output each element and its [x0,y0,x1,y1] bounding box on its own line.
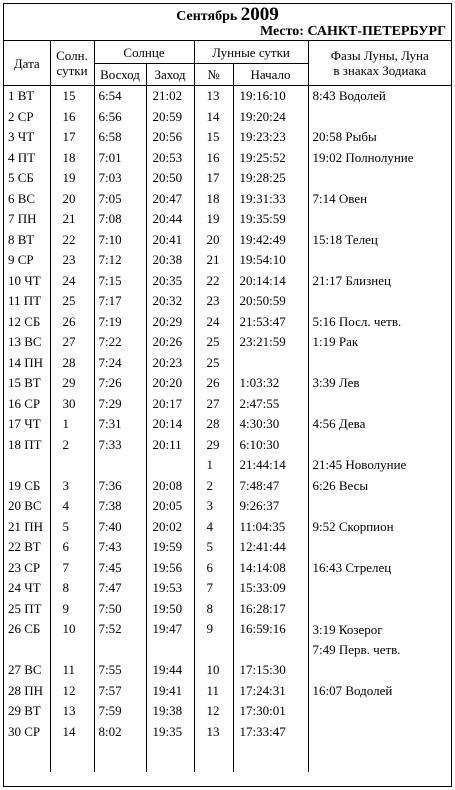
cell-lunar-num: 25 [194,353,233,374]
table-row [4,476,451,497]
cell-date: 21 ПН [8,518,44,534]
cell-sunrise: 7:47 [94,578,146,599]
cell-lunar-start: 23:21:59 [233,332,308,353]
cell-sunset: 20:41 [146,230,194,251]
cell-lunar-start: 19:35:59 [233,209,308,230]
cell-solar-day: 28 [50,353,94,374]
cell-lunar-num: 20 [194,230,233,251]
cell-date: 10 ЧТ [8,272,41,288]
cell-lunar-start: 17:33:47 [233,722,308,743]
cell-lunar-num: 18 [194,189,233,210]
cell-date: 2 СР [8,108,34,124]
cell-lunar-num: 2 [194,476,233,497]
cell-phase: 21:17 Близнец [308,271,451,292]
cell-phase: 1:19 Рак [308,332,451,353]
cell-sunrise: 7:17 [94,291,146,312]
cell-lunar-num: 13 [194,722,233,743]
cell-sunrise: 7:22 [94,332,146,353]
cell-sunrise: 6:56 [94,107,146,128]
table-row [4,517,451,538]
table-row [4,373,451,394]
cell-sunset: 20:32 [146,291,194,312]
cell-lunar-num: 22 [194,271,233,292]
cell-solar-day: 4 [50,496,94,517]
table-row [4,168,451,189]
cell-lunar-num: 14 [194,107,233,128]
cell-solar-day [50,455,94,476]
cell-phase: 9:52 Скорпион [308,517,451,538]
cell-solar-day: 8 [50,578,94,599]
cell-sunrise: 7:40 [94,517,146,538]
cell-date: 19 СБ [8,477,41,493]
cell-lunar-num: 25 [194,332,233,353]
cell-lunar-num: 3 [194,496,233,517]
cell-date: 20 ВС [8,498,42,514]
cell-solar-day: 21 [50,209,94,230]
page-title [4,4,451,25]
table-row [4,455,451,476]
title-block [4,4,451,41]
cell-solar-day: 25 [50,291,94,312]
cell-solar-day: 7 [50,558,94,579]
cell-solar-day: 2 [50,435,94,456]
location-value: САНКТ-ПЕТЕРБУРГ [307,24,446,39]
cell-date: 1 ВТ [8,88,35,104]
cell-lunar-start: 19:23:23 [233,127,308,148]
cell-date: 13 ВС [8,334,42,350]
table-row [4,86,451,107]
cell-lunar-num: 5 [194,537,233,558]
cell-empty [233,742,308,772]
cell-sunrise: 7:45 [94,558,146,579]
cell-phase [308,537,451,558]
table-row [4,353,451,374]
calendar-sheet [3,3,452,787]
cell-solar-day: 3 [50,476,94,497]
cell-sunrise: 7:50 [94,599,146,620]
cell-date: 5 СБ [8,170,34,186]
cell-sunrise [94,455,146,476]
cell-lunar-start: 9:26:37 [233,496,308,517]
cell-phase: 8:43 Водолей [308,86,451,107]
cell-date: 24 ЧТ [8,580,41,596]
cell-lunar-start: 17:15:30 [233,660,308,681]
cell-phase [308,578,451,599]
cell-empty [94,742,146,772]
cell-lunar-start: 20:50:59 [233,291,308,312]
cell-phase: 5:16 Посл. четв. [308,312,451,333]
calendar-table [4,41,451,772]
cell-solar-day: 14 [50,722,94,743]
cell-sunset: 19:53 [146,578,194,599]
cell-empty [50,742,94,772]
table-row [4,312,451,333]
cell-date [4,455,50,476]
cell-phase: 6:26 Весы [308,476,451,497]
cell-phase: 20:58 Рыбы [308,127,451,148]
cell-lunar-num: 8 [194,599,233,620]
cell-empty [308,742,451,772]
cell-solar-day: 27 [50,332,94,353]
cell-lunar-start: 19:54:10 [233,250,308,271]
cell-lunar-start: 19:28:25 [233,168,308,189]
cell-solar-day: 17 [50,127,94,148]
cell-solar-day: 18 [50,148,94,169]
cell-sunrise: 6:54 [94,86,146,107]
month-label: Сентябрь [176,9,238,24]
cell-lunar-start: 11:04:35 [233,517,308,538]
cell-phase [308,250,451,271]
cell-sunrise: 7:59 [94,701,146,722]
cell-solar-day: 29 [50,373,94,394]
cell-solar-day: 30 [50,394,94,415]
cell-date: 3 ЧТ [8,129,35,145]
cell-phase: 7:14 Овен [308,189,451,210]
col-solar-day-line1: Солн. [56,48,88,63]
cell-lunar-num: 17 [194,168,233,189]
cell-sunset [146,455,194,476]
cell-lunar-start: 19:42:49 [233,230,308,251]
cell-sunset: 20:50 [146,168,194,189]
cell-date: 22 ВТ [8,539,41,555]
cell-sunset: 19:47 [146,619,194,660]
cell-sunrise: 7:19 [94,312,146,333]
cell-phase [308,209,451,230]
cell-sunset: 20:35 [146,271,194,292]
cell-date: 17 ЧТ [8,416,41,432]
cell-date: 29 ВТ [8,703,41,719]
cell-date: 18 ПТ [8,436,42,452]
col-phases-line2: в знаках Зодиака [333,63,427,78]
cell-date: 16 СР [8,395,41,411]
cell-lunar-start: 19:31:33 [233,189,308,210]
cell-phase: 4:56 Дева [308,414,451,435]
cell-lunar-start: 12:41:44 [233,537,308,558]
cell-solar-day: 26 [50,312,94,333]
cell-lunar-start: 17:30:01 [233,701,308,722]
cell-lunar-start: 19:20:24 [233,107,308,128]
col-phases-line1: Фазы Луны, Луна [330,48,429,63]
cell-phase: 15:18 Телец [308,230,451,251]
cell-sunset: 20:59 [146,107,194,128]
cell-lunar-num: 23 [194,291,233,312]
table-row [4,291,451,312]
cell-lunar-start: 2:47:55 [233,394,308,415]
cell-lunar-start: 1:03:32 [233,373,308,394]
cell-empty [194,742,233,772]
cell-phase [308,107,451,128]
cell-sunrise: 7:52 [94,619,146,660]
cell-sunrise: 7:57 [94,681,146,702]
table-row [4,619,451,660]
cell-sunrise: 6:58 [94,127,146,148]
cell-lunar-start: 14:14:08 [233,558,308,579]
table-row [4,394,451,415]
cell-phase [308,435,451,456]
phase-line-2: 7:49 Перв. четв. [312,641,401,657]
cell-solar-day: 9 [50,599,94,620]
cell-phase [308,619,451,660]
cell-empty [4,742,50,772]
cell-sunset: 20:56 [146,127,194,148]
cell-lunar-num: 6 [194,558,233,579]
cell-lunar-start: 15:33:09 [233,578,308,599]
cell-lunar-start: 4:30:30 [233,414,308,435]
col-solar-day-line2: сутки [56,63,88,78]
cell-lunar-start: 16:59:16 [233,619,308,660]
cell-lunar-num: 19 [194,209,233,230]
cell-sunrise: 7:08 [94,209,146,230]
cell-sunset: 20:29 [146,312,194,333]
cell-phase [308,394,451,415]
cell-empty [146,742,194,772]
cell-solar-day: 20 [50,189,94,210]
cell-sunset: 21:02 [146,86,194,107]
cell-phase: 16:43 Стрелец [308,558,451,579]
cell-lunar-num: 24 [194,312,233,333]
cell-date: 23 СР [8,559,41,575]
cell-lunar-num: 27 [194,394,233,415]
cell-solar-day: 19 [50,168,94,189]
phase-line-1: 3:19 Козерог [312,621,383,637]
cell-phase: 19:02 Полнолуние [308,148,451,169]
cell-phase [308,291,451,312]
cell-lunar-num: 12 [194,701,233,722]
cell-sunrise: 7:01 [94,148,146,169]
cell-sunset: 20:26 [146,332,194,353]
cell-solar-day: 15 [50,86,94,107]
cell-solar-day: 1 [50,414,94,435]
cell-sunset: 20:02 [146,517,194,538]
cell-lunar-num: 10 [194,660,233,681]
cell-sunset: 20:11 [146,435,194,456]
cell-phase [308,722,451,743]
cell-phase [308,353,451,374]
cell-phase [308,701,451,722]
cell-lunar-num: 1 [194,455,233,476]
cell-sunset: 19:59 [146,537,194,558]
cell-lunar-start: 16:28:17 [233,599,308,620]
cell-solar-day: 13 [50,701,94,722]
cell-sunrise: 7:31 [94,414,146,435]
cell-date: 26 СБ [8,621,41,636]
col-lunar-header: Лунные сутки [194,41,308,64]
cell-lunar-num: 28 [194,414,233,435]
table-row [4,558,451,579]
table-row [4,578,451,599]
location-line [260,24,446,40]
cell-date: 30 СР [8,723,41,739]
cell-sunset: 20:23 [146,353,194,374]
cell-sunset: 20:38 [146,250,194,271]
cell-solar-day: 16 [50,107,94,128]
col-lunar-start-header: Начало [233,64,308,86]
cell-lunar-start: 17:24:31 [233,681,308,702]
table-row [4,148,451,169]
cell-sunrise: 7:36 [94,476,146,497]
col-phases-header [308,41,451,86]
cell-lunar-num: 21 [194,250,233,271]
table-row [4,209,451,230]
cell-sunrise: 7:05 [94,189,146,210]
table-header [4,41,451,86]
cell-date: 8 ВТ [8,231,35,247]
table-row [4,230,451,251]
cell-lunar-num: 29 [194,435,233,456]
cell-sunrise: 7:33 [94,435,146,456]
table-row [4,722,451,743]
col-solar-day-header [50,41,94,86]
cell-date: 27 ВС [8,662,42,678]
cell-lunar-num: 13 [194,86,233,107]
cell-sunset: 20:47 [146,189,194,210]
cell-lunar-start [233,353,308,374]
cell-phase: 16:07 Водолей [308,681,451,702]
cell-lunar-start: 6:10:30 [233,435,308,456]
table-row [4,107,451,128]
cell-phase [308,660,451,681]
cell-lunar-start: 19:25:52 [233,148,308,169]
cell-date: 4 ПТ [8,149,36,165]
cell-lunar-num: 16 [194,148,233,169]
cell-lunar-num: 15 [194,127,233,148]
cell-solar-day: 10 [50,619,94,660]
table-row [4,537,451,558]
table-body [4,86,451,773]
table-row [4,660,451,681]
col-sunrise-header: Восход [94,64,146,86]
cell-sunset: 20:53 [146,148,194,169]
cell-sunrise: 7:10 [94,230,146,251]
table-row [4,496,451,517]
cell-lunar-num: 4 [194,517,233,538]
cell-sunrise: 7:12 [94,250,146,271]
cell-solar-day: 12 [50,681,94,702]
cell-sunset: 19:44 [146,660,194,681]
table-row [4,599,451,620]
cell-date: 9 СР [8,252,34,268]
cell-sunset: 19:38 [146,701,194,722]
cell-phase [308,599,451,620]
cell-sunrise: 7:24 [94,353,146,374]
cell-sunset: 20:44 [146,209,194,230]
table-row [4,332,451,353]
cell-date: 28 ПН [8,682,44,698]
cell-lunar-num: 11 [194,681,233,702]
cell-sunset: 20:14 [146,414,194,435]
col-sunset-header: Заход [146,64,194,86]
cell-phase: 3:39 Лев [308,373,451,394]
cell-phase [308,168,451,189]
cell-sunrise: 7:15 [94,271,146,292]
table-row-empty [4,742,451,772]
cell-sunrise: 8:02 [94,722,146,743]
cell-sunset: 19:35 [146,722,194,743]
cell-lunar-num: 26 [194,373,233,394]
col-sun-header: Солнце [94,41,194,64]
cell-sunrise: 7:29 [94,394,146,415]
location-label: Место: [259,24,304,39]
cell-lunar-start: 21:53:47 [233,312,308,333]
cell-solar-day: 6 [50,537,94,558]
cell-sunrise: 7:55 [94,660,146,681]
cell-phase: 21:45 Новолуние [308,455,451,476]
cell-lunar-num: 9 [194,619,233,660]
cell-date: 15 ВТ [8,375,41,391]
cell-lunar-num: 7 [194,578,233,599]
cell-phase [308,496,451,517]
cell-sunrise: 7:03 [94,168,146,189]
table-row [4,414,451,435]
cell-date: 7 ПН [8,211,37,227]
col-lunar-num-header: № [194,64,233,86]
table-row [4,701,451,722]
cell-sunset: 20:17 [146,394,194,415]
cell-solar-day: 5 [50,517,94,538]
col-date-header: Дата [4,41,50,86]
table-row [4,189,451,210]
cell-sunset: 20:20 [146,373,194,394]
cell-solar-day: 22 [50,230,94,251]
cell-solar-day: 11 [50,660,94,681]
cell-solar-day: 23 [50,250,94,271]
cell-sunrise: 7:43 [94,537,146,558]
year-label: 2009 [240,4,279,25]
table-row [4,250,451,271]
cell-solar-day: 24 [50,271,94,292]
cell-date: 25 ПТ [8,600,42,616]
cell-date: 12 СБ [8,313,41,329]
cell-sunrise: 7:26 [94,373,146,394]
cell-sunset: 19:41 [146,681,194,702]
cell-sunset: 20:08 [146,476,194,497]
cell-sunset: 20:05 [146,496,194,517]
table-row [4,127,451,148]
table-row [4,681,451,702]
cell-lunar-start: 20:14:14 [233,271,308,292]
cell-sunrise: 7:38 [94,496,146,517]
cell-lunar-start: 21:44:14 [233,455,308,476]
cell-date: 6 ВС [8,190,36,206]
cell-date: 14 ПН [8,354,44,370]
cell-sunset: 19:56 [146,558,194,579]
cell-lunar-start: 7:48:47 [233,476,308,497]
table-row [4,271,451,292]
table-row [4,435,451,456]
cell-date: 11 ПТ [8,293,42,309]
cell-lunar-start: 19:16:10 [233,86,308,107]
cell-sunset: 19:50 [146,599,194,620]
